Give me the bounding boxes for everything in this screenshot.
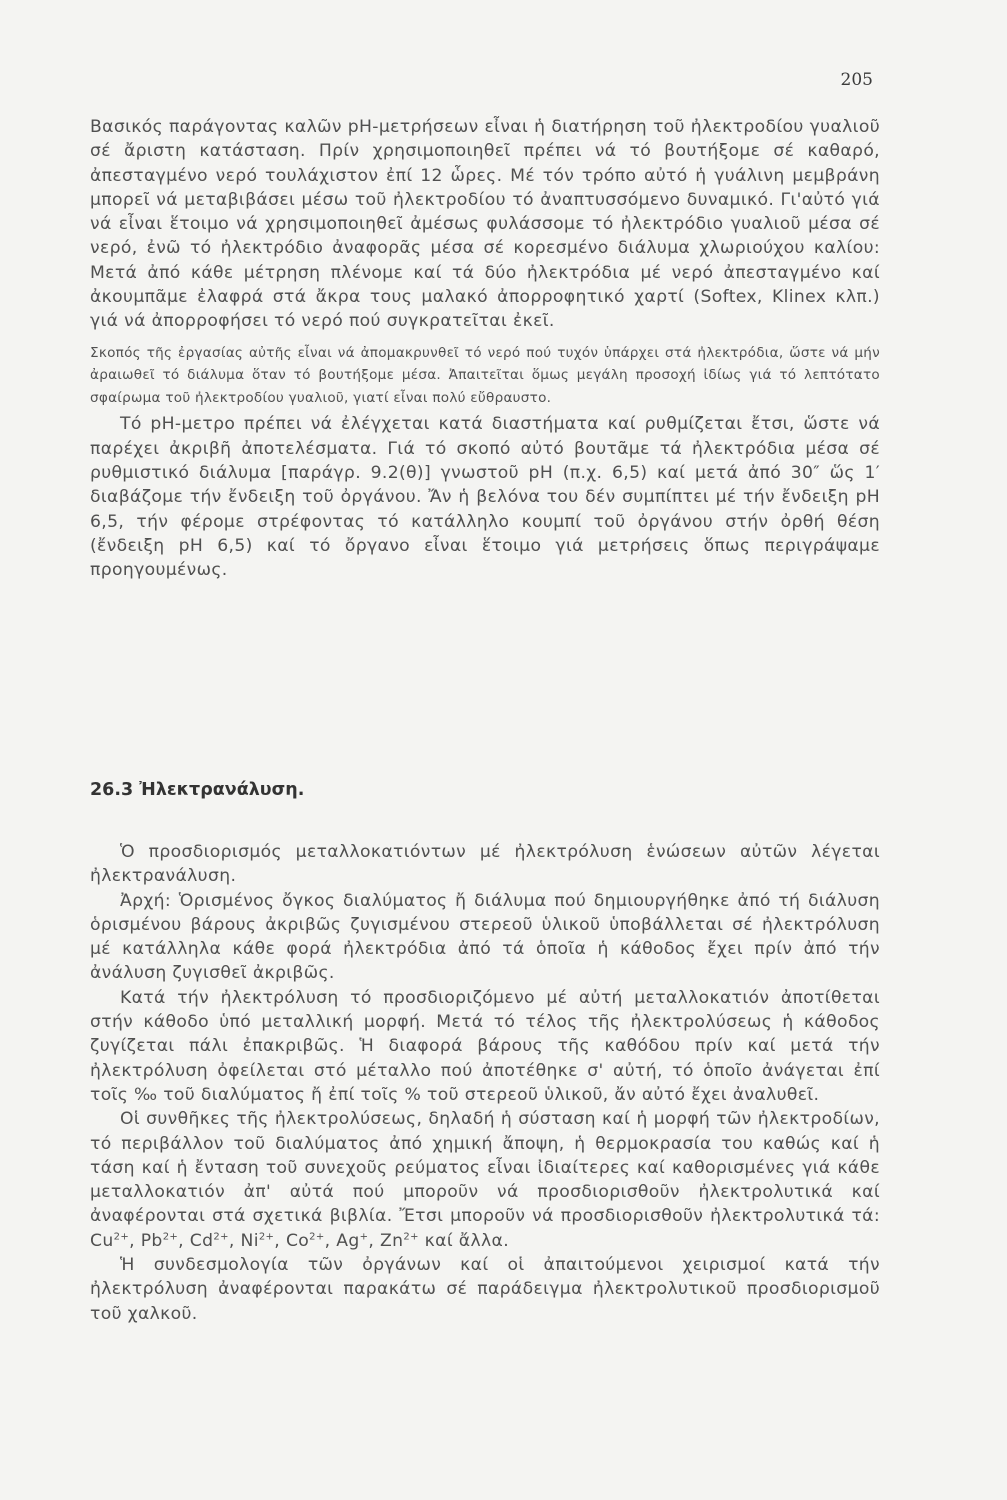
ion: $Ni^{2+}$ [240,1230,275,1251]
paragraph-conditions [90,1107,880,1253]
ion: $Zn^{2+}$ [380,1230,419,1251]
paragraph-electrode-care: Βασικός παράγοντας καλῶν pH-μετρήσεων εἶναι ἡ διατήρηση τοῦ ἠλεκτροδίου γυαλιοῦ σέ ἄριστη κατάσταση. Πρίν χρησιμοποιηθεῖ πρέπει νά τό βουτήξομε σέ καθαρό, ἀπεσταγμένο νερό τουλάχιστον ἐπί 12 ὧρες. Μέ τόν τρόπο αὐτό ἡ γυάλινη μεμβράνη μπορεῖ νά μεταβιβάσει μέσω τοῦ ἠλεκτροδίου τό ἀναπτυσσόμενο δυναμικό. Γι'αὐτό γιά νά εἶναι ἕτοιμο νά χρησιμοποιηθεῖ ἀμέσως φυλάσσομε τό ἠλεκτρόδιο γυαλιοῦ μέσα σέ νερό, ἐνῶ τό ἠλεκτρόδιο ἀναφορᾶς μέσα σέ κορεσμένο διάλυμα χλωριούχου καλίου: Μετά ἀπό κάθε μέτρηση πλένομε καί τά δύο ἠλεκτρόδια μέ νερό ἀπεσταγμένο καί ἀκουμπᾶμε ἐλαφρά στά ἄκρα τους μαλακό ἀπορροφητικό χαρτί (Softex, Klinex κλπ.) γιά νά ἀπορροφήσει τό νερό πού συγκρατεῖται ἐκεῖ. [90,117,880,332]
ion: $Cu^{2+}$ [90,1230,130,1251]
paragraph-ph-calibration: Τό pH-μετρο πρέπει νά ἐλέγχεται κατά διαστήματα καί ρυθμίζεται ἔτσι, ὥστε νά παρέχει ἀκριβῆ ἀποτελέσματα. Γιά τό σκοπό αὐτό βουτᾶμε τά ἠλεκτρόδια μέσα σέ ρυθμιστικό διάλυμα [παράγρ. 9.2(θ)] γνωστοῦ pH (π.χ. 6,5) καί μετά ἀπό 30″ ὥς 1′ διαβάζομε τήν ἔνδειξη τοῦ ὀργάνου. Ἄν ἡ βελόνα του δέν συμπίπτει μέ τήν ἔνδειξη pH 6,5, τήν φέρομε στρέφοντας τό κατάλληλο κουμπί τοῦ ὀργάνου στήν ὀρθή θέση (ἔνδειξη pH 6,5) καί τό ὄργανο εἶναι ἕτοιμο γιά μετρήσεις ὅπως περιγράψαμε προηγουμένως. [90,414,880,581]
ion: $Co^{2+}$ [285,1230,325,1251]
paragraph-setup: Ἡ συνδεσμολογία τῶν ὀργάνων καί οἱ ἀπαιτούμενοι χειρισμοί κατά τήν ἠλεκτρόλυση ἀναφέρονται παρακάτω σέ παράδειγμα ἠλεκτρολυτικοῦ προσδιορισμοῦ τοῦ χαλκοῦ. [90,1255,880,1324]
page-number: 205 [840,70,873,90]
paragraph-principle: Ἀρχή: Ὁρισμένος ὄγκος διαλύματος ἤ διάλυμα πού δημιουργήθηκε ἀπό τή διάλυση ὁρισμένου βάρους ἀκριβῶς ζυγισμένου στερεοῦ ὑλικοῦ ὑποβάλλεται σέ ἠλεκτρόλυση μέ κατάλληλα κάθε φορά ἠλεκτρόδια ἀπό τά ὁποῖα ἡ κάθοδος ἔχει πρίν ἀπό τήν ἀνάλυση ζυγισθεῖ ἀκριβῶς. [90,890,880,984]
ion: Ag+ [336,1230,369,1251]
ion: $Pb^{2+}$ [140,1230,179,1251]
paragraph-definition: Ὁ προσδιορισμός μεταλλοκατιόντων μέ ἠλεκτρόλυση ἑνώσεων αὐτῶν λέγεται ἠλεκτρανάλυση. [90,842,880,887]
conditions-text: Οἱ συνθῆκες τῆς ἠλεκτρολύσεως, δηλαδή ἡ σύσταση καί ἡ μορφή τῶν ἠλεκτροδίων, τό περιβάλλον τοῦ διαλύματος ἀπό χημική ἄποψη, ἡ θερμοκρασία του καθώς καί ἡ τάση καί ἡ ἔνταση τοῦ συνεχοῦς ρεύματος εἶναι ἰδιαίτερες καί καθορισμένες γιά κάθε μεταλλοκατιόν ἀπ' αὐτά πού μποροῦν νά προσδιορισθοῦν ἠλεκτρολυτικά καί ἀναφέρονται στά σχετικά βιβλία. Ἔτσι μποροῦν νά προσδιορισθοῦν ἠλεκτρολυτικά τά: [90,1109,880,1227]
ion: $Cd^{2+}$ [189,1230,229,1251]
section-ph-maintenance [90,115,880,583]
ion-list-tail: καί ἄλλα. [424,1230,510,1251]
ion-list: $Cu^{2+}$, $Pb^{2+}$, $Cd^{2+}$, $Ni^{2+}$, $Co^{2+}$, Ag+, $Zn^{2+}$ [90,1230,419,1251]
paragraph-procedure: Κατά τήν ἠλεκτρόλυση τό προσδιοριζόμενο μέ αὐτή μεταλλοκατιόν ἀποτίθεται στήν κάθοδο ὑπό μεταλλική μορφή. Μετά τό τέλος τῆς ἠλεκτρολύσεως ἡ κάθοδος ζυγίζεται πάλι ἐπακριβῶς. Ἡ διαφορά βάρους τῆς καθόδου πρίν καί μετά τήν ἠλεκτρόλυση ὀφείλεται στό μέταλλο πού ἀποτέθηκε σ' αὐτή, τό ὁποῖο ἀνάγεται ἐπί τοῖς ‰ τοῦ διαλύματος ἤ ἐπί τοῖς % τοῦ στερεοῦ ὑλικοῦ, ἄν αὐτό ἔχει ἀναλυθεῖ. [90,987,880,1105]
section-heading: 26.3 Ἠλεκτρανάλυση. [90,780,305,800]
note-paragraph: Σκοπός τῆς ἐργασίας αὐτῆς εἶναι νά ἀπομακρυνθεῖ τό νερό πού τυχόν ὑπάρχει στά ἠλεκτρόδια, ὥστε νά μήν ἀραιωθεῖ τό διάλυμα ὅταν τό βουτήξομε μέσα. Ἀπαιτεῖται ὅμως μεγάλη προσοχή ἰδίως γιά τό λεπτότατο σφαίρωμα τοῦ ἠλεκτροδίου γυαλιοῦ, γιατί εἶναι πολύ εὔθραυστο. [90,344,880,406]
section-electroanalysis [90,840,880,1326]
